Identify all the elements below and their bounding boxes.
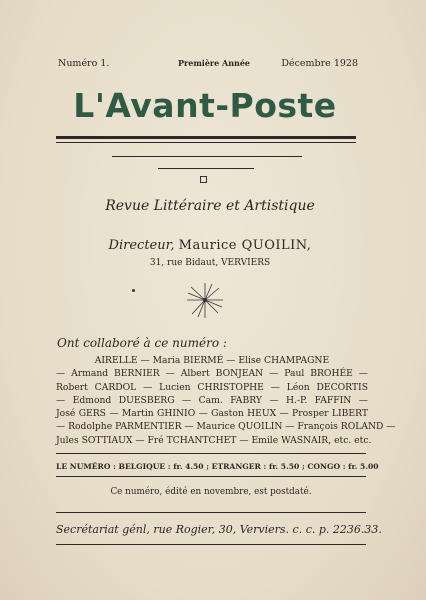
title-rule-short [112,156,302,157]
price-rule-top [56,453,366,454]
issue-number: Numéro 1. [58,58,110,69]
director-label: Directeur, [108,238,179,253]
footer-rule-bottom [56,544,366,545]
title-rule-thin [56,142,356,143]
masthead-title: L'Avant-Poste [73,86,337,125]
collaborators-line: Robert CARDOL — Lucien CHRISTOPHE — Léon DECORTIS [56,381,368,393]
subtitle: Revue Littéraire et Artistique [105,198,315,214]
price-line: LE NUMÉRO : BELGIQUE : fr. 4.50 ; ETRANGER : fr. 5.50 ; CONGO : fr. 5.00 [56,462,379,471]
collaborators-line: — Armand BERNIER — Albert BONJEAN — Paul BROHÉE — [56,368,368,380]
title-rule-thick [56,136,356,139]
collaborators-list [56,354,396,447]
dot-icon [132,289,135,292]
postdate-note: Ce numéro, édité en novembre, est postdaté. [110,487,312,497]
title-rule-shortest [158,168,254,169]
collaborators-line: AIRELLE — Maria BIERMÉ — Elise CHAMPAGNE [94,355,330,366]
issue-year: Première Année [178,58,251,68]
starburst-icon [185,280,225,320]
collaborators-heading: Ont collaboré à ce numéro : [57,336,227,350]
price-rule-bottom [56,476,366,477]
issue-date: Décembre 1928 [281,58,358,69]
secretariat-line: Secrétariat génl, rue Rogier, 30, Verviers. c. c. p. 2236.33. [56,523,382,536]
issue-header [58,58,358,72]
director-line [60,238,360,253]
collaborators-line: José GERS — Martin GHINIO — Gaston HEUX — Prosper LIBERT [56,408,368,420]
collaborators-line: — Rodolphe PARMENTIER — Maurice QUOILIN — François ROLAND — [56,421,396,433]
address: 31, rue Bidaut, VERVIERS [149,258,271,268]
collaborators-line: — Edmond DUESBERG — Cam. FABRY — H.-P. FAFFIN — [56,394,368,406]
square-ornament-icon [200,176,207,183]
director-name: Maurice QUOILIN, [178,238,312,253]
footer-rule-top [56,512,366,513]
collaborators-line: Jules SOTTIAUX — Fré TCHANTCHET — Emile WASNAIR, etc. etc. [56,434,372,446]
